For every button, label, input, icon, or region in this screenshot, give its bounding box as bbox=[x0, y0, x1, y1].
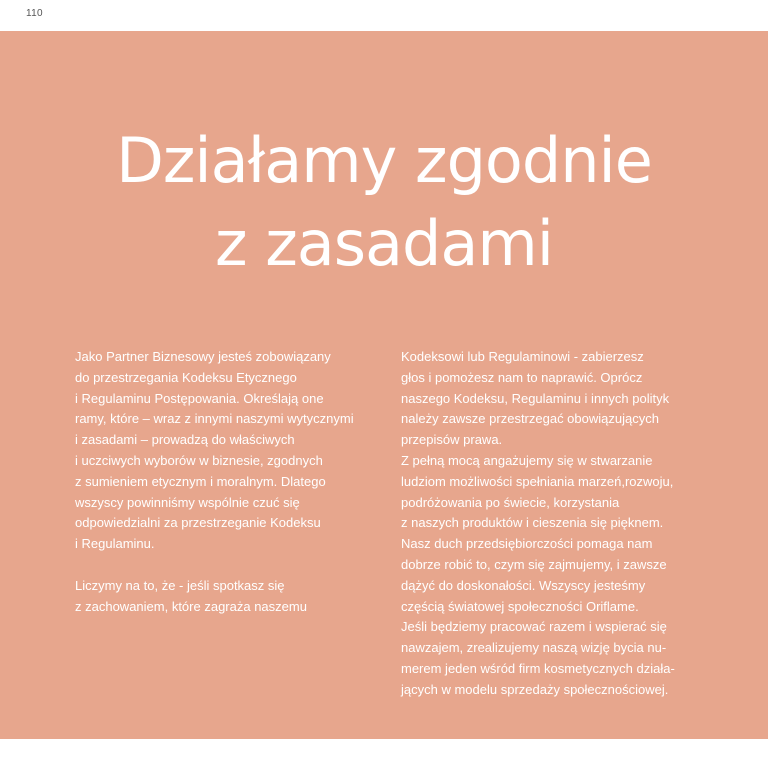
right-paragraph-1 bbox=[401, 347, 701, 451]
title-line-2: z zasadami bbox=[214, 207, 554, 280]
text-line: i zasadami – prowadzą do właściwych bbox=[75, 432, 295, 448]
text-line: Jako Partner Biznesowy jesteś zobowiązany bbox=[75, 349, 331, 364]
text-line: jących w modelu sprzedaży społecznościowej. bbox=[401, 681, 669, 697]
title-line-1: Działamy zgodnie bbox=[116, 124, 652, 197]
text-line: odpowiedzialni za przestrzeganie Kodeksu bbox=[75, 515, 321, 531]
left-paragraph-2 bbox=[75, 576, 375, 618]
left-column bbox=[75, 347, 375, 617]
text-line: podróżowania po świecie, korzystania bbox=[401, 494, 620, 510]
text-line: Liczymy na to, że - jeśli spotkasz się bbox=[75, 577, 285, 593]
text-line: częścią światowej społeczności Oriflame. bbox=[401, 598, 639, 614]
text-line: z sumieniem etycznym i moralnym. Dlatego bbox=[75, 473, 326, 489]
text-line: naszego Kodeksu, Regulaminu i innych polityk bbox=[401, 390, 670, 406]
text-line: i uczciwych wyborów w biznesie, zgodnych bbox=[75, 452, 323, 468]
text-line: głos i pomożesz nam to naprawić. Oprócz bbox=[401, 369, 643, 385]
text-line: ludziom możliwości spełniania marzeń,rozwoju, bbox=[401, 473, 674, 489]
text-line: do przestrzegania Kodeksu Etycznego bbox=[75, 369, 297, 385]
text-line: i Regulaminu Postępowania. Określają one bbox=[75, 390, 324, 406]
text-line: z naszych produktów i cieszenia się pięknem. bbox=[401, 515, 664, 531]
page-title bbox=[0, 119, 768, 285]
content-panel bbox=[0, 31, 768, 739]
text-line: z zachowaniem, które zagraża naszemu bbox=[75, 598, 307, 614]
text-line: dążyć do doskonałości. Wszyscy jesteśmy bbox=[401, 577, 646, 593]
left-paragraph-1 bbox=[75, 347, 375, 555]
text-line: Z pełną mocą angażujemy się w stwarzanie bbox=[401, 452, 653, 468]
right-paragraph-2 bbox=[401, 451, 701, 701]
text-line: Kodeksowi lub Regulaminowi - zabierzesz bbox=[401, 349, 644, 364]
text-line: Nasz duch przedsiębiorczości pomaga nam bbox=[401, 536, 653, 552]
text-line: wszyscy powinniśmy wspólnie czuć się bbox=[75, 494, 300, 510]
text-line: należy zawsze przestrzegać obowiązujących bbox=[401, 411, 659, 427]
text-line: dobrze robić to, czym się zajmujemy, i zawsze bbox=[401, 556, 667, 572]
text-line: ramy, które – wraz z innymi naszymi wytycznymi bbox=[75, 411, 354, 427]
text-line: przepisów prawa. bbox=[401, 432, 503, 448]
text-line: Jeśli będziemy pracować razem i wspierać się bbox=[401, 619, 667, 635]
page-number: 110 bbox=[26, 8, 43, 19]
text-line: nawzajem, zrealizujemy naszą wizję bycia nu- bbox=[401, 640, 667, 656]
text-line: merem jeden wśród firm kosmetycznych działa- bbox=[401, 660, 675, 676]
right-column bbox=[401, 347, 701, 701]
text-line: i Regulaminu. bbox=[75, 536, 155, 552]
